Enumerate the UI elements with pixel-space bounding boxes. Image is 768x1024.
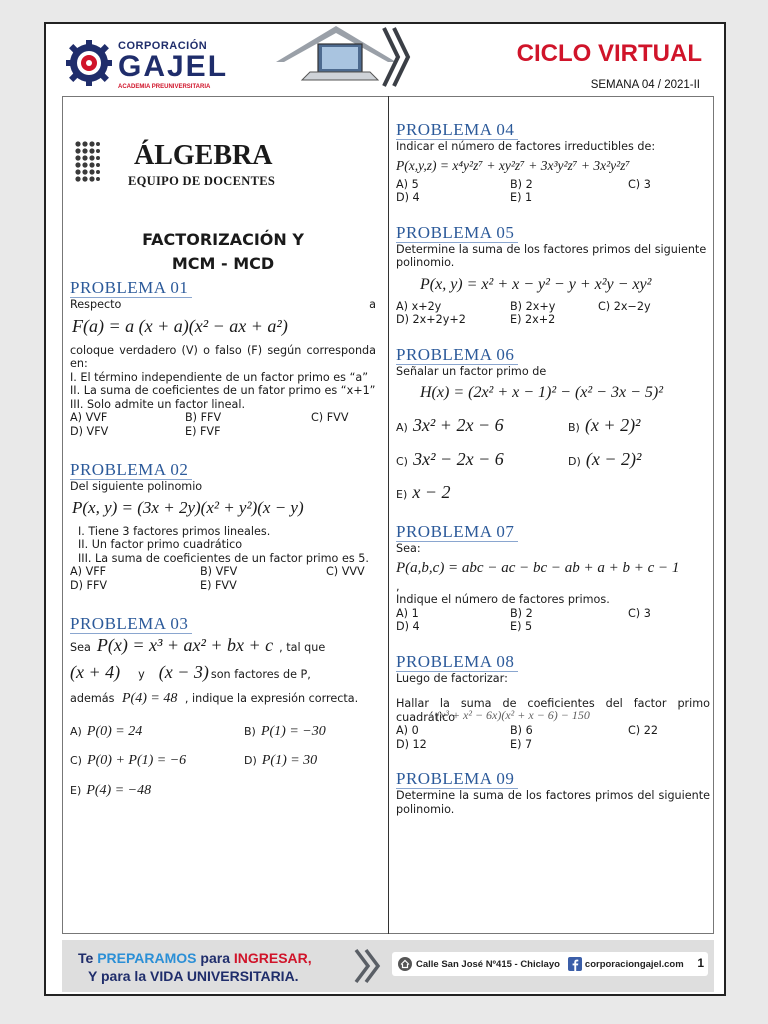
options-row-2 bbox=[70, 744, 376, 774]
option-label: E) bbox=[396, 488, 408, 501]
problem-formula: P(a,b,c) = abc − ac − bc − ab + a + b + c − 1 bbox=[396, 559, 680, 576]
option-d[interactable]: D) 2x+2y+2 bbox=[396, 313, 466, 326]
left-column bbox=[70, 98, 376, 804]
options-row-1 bbox=[396, 607, 710, 621]
option-b[interactable]: B) FFV bbox=[185, 411, 222, 424]
option-e[interactable]: E) FVV bbox=[200, 578, 237, 592]
option-expr: P(1) = 30 bbox=[261, 753, 318, 768]
problem-formula: P(x,y,z) = x⁴y²z⁷ + xy²z⁷ + 3x³y²z⁷ + 3x²y²z⁷ bbox=[396, 157, 631, 173]
problem-formula: P(x) = x³ + ax² + bx + c bbox=[96, 635, 274, 655]
option-expr: P(1) = −30 bbox=[260, 724, 326, 739]
statement-2: II. Un factor primo cuadrático bbox=[78, 538, 243, 551]
brand-logo bbox=[66, 36, 286, 94]
problem-07 bbox=[396, 522, 710, 634]
option-d[interactable] bbox=[244, 749, 317, 769]
option-b[interactable] bbox=[244, 720, 326, 740]
option-c[interactable]: C) 3 bbox=[628, 177, 651, 191]
overlapping-formula: (x³ + x² − 6x)(x² + x − 6) − 150 bbox=[436, 707, 590, 722]
ademas-text: además bbox=[70, 692, 115, 705]
statement-1: I. El término independiente de un factor primo es “a” bbox=[70, 370, 369, 384]
problem-intro bbox=[70, 298, 376, 312]
option-e[interactable] bbox=[70, 779, 151, 799]
sea-text: Sea bbox=[70, 641, 91, 654]
problem-text-2: Hallar la suma de coeficientes del factor primo cuadrático bbox=[396, 697, 710, 724]
option-a[interactable]: A) x+2y bbox=[396, 299, 442, 313]
problem-06 bbox=[396, 345, 710, 509]
address-text: Calle San José Nº415 - Chiclayo bbox=[416, 958, 560, 970]
factor-1: (x + 4) bbox=[70, 662, 121, 682]
son-text: son factores de P, bbox=[210, 668, 311, 681]
problem-text: coloque verdadero (V) o falso (F) según corresponda en: bbox=[70, 343, 376, 370]
problem-02 bbox=[70, 460, 376, 592]
option-c[interactable] bbox=[70, 749, 244, 769]
problem-title: PROBLEMA 01 bbox=[70, 279, 192, 298]
problem-title: PROBLEMA 02 bbox=[70, 461, 192, 480]
option-label: D) bbox=[568, 455, 581, 468]
social-link[interactable]: corporaciongajel.com bbox=[584, 958, 684, 970]
option-expr: P(0) = 24 bbox=[86, 724, 143, 739]
option-c[interactable]: C) FVV bbox=[311, 411, 349, 424]
option-expr: (x − 2)² bbox=[585, 449, 642, 469]
problem-05 bbox=[396, 223, 710, 327]
topic-line-2: MCM - MCD bbox=[171, 254, 275, 273]
option-e[interactable]: E) 7 bbox=[510, 737, 533, 751]
options-row-1 bbox=[396, 408, 710, 442]
options-row-2 bbox=[396, 442, 710, 476]
option-e[interactable] bbox=[396, 481, 450, 503]
option-expr: 3x² − 2x − 6 bbox=[413, 449, 504, 469]
slogan-ingresar: INGRESAR, bbox=[233, 950, 312, 966]
options-row-1 bbox=[396, 178, 710, 192]
options-row-2 bbox=[396, 620, 710, 634]
cycle-title: CICLO VIRTUAL bbox=[516, 40, 702, 67]
problem-title: PROBLEMA 07 bbox=[396, 523, 518, 542]
problem-08 bbox=[396, 652, 710, 752]
right-column bbox=[396, 98, 710, 816]
problem-text-1: Luego de factorizar: bbox=[396, 671, 508, 685]
intro-tail: a bbox=[369, 298, 376, 311]
home-icon bbox=[398, 957, 412, 971]
contact-bar bbox=[392, 952, 708, 976]
problem-text: Indicar el número de factores irreductibles de: bbox=[396, 140, 656, 153]
option-label: A) bbox=[70, 725, 82, 738]
intro-text: Respecto bbox=[70, 298, 122, 311]
problem-formula: P(x, y) = (3x + 2y)(x² + y²)(x − y) bbox=[72, 497, 304, 517]
option-c[interactable]: C) 22 bbox=[628, 724, 658, 737]
sea-text: Sea: bbox=[396, 542, 421, 555]
indique-text: , indique la expresión correcta. bbox=[184, 692, 359, 705]
problem-formula: H(x) = (2x² + x − 1)² − (x² − 3x − 5)² bbox=[420, 384, 663, 401]
statement-1: I. Tiene 3 factores primos lineales. bbox=[78, 524, 271, 538]
option-e[interactable]: E) 5 bbox=[510, 620, 533, 633]
gear-icon bbox=[66, 40, 112, 86]
options-row-1 bbox=[396, 300, 710, 314]
option-label: E) bbox=[70, 784, 82, 797]
option-expr: x − 2 bbox=[412, 482, 451, 502]
option-label: C) bbox=[70, 754, 82, 767]
option-b[interactable]: B) 2 bbox=[510, 606, 533, 620]
option-d[interactable] bbox=[568, 448, 641, 470]
option-a[interactable]: A) VVF bbox=[70, 411, 108, 424]
options-row-2 bbox=[396, 313, 710, 327]
option-b[interactable]: B) 6 bbox=[510, 724, 533, 737]
dots-grid-icon bbox=[74, 140, 100, 186]
problem-statement-line-2 bbox=[70, 661, 376, 688]
problem-03 bbox=[70, 614, 376, 804]
problem-title: PROBLEMA 04 bbox=[396, 121, 518, 140]
option-a[interactable]: A) 0 bbox=[396, 724, 419, 737]
problem-text: Determine la suma de los factores primos del siguiente polinomio. bbox=[396, 789, 710, 816]
option-label: B) bbox=[568, 421, 580, 434]
tal-que-text: , tal que bbox=[279, 641, 326, 654]
problem-statement-line-1 bbox=[70, 634, 376, 661]
option-a[interactable] bbox=[396, 414, 568, 436]
options-row-3 bbox=[70, 774, 376, 804]
option-expr: 3x² + 2x − 6 bbox=[412, 415, 504, 435]
option-expr: P(4) = −48 bbox=[86, 783, 152, 798]
topic-line-1: FACTORIZACIÓN Y bbox=[142, 230, 304, 249]
options-row-3 bbox=[396, 476, 710, 508]
option-d[interactable]: D) 12 bbox=[396, 737, 427, 751]
option-e[interactable]: E) 1 bbox=[510, 191, 533, 204]
options-row-1 bbox=[70, 565, 376, 579]
option-a[interactable] bbox=[70, 720, 244, 740]
page-number: 1 bbox=[697, 956, 704, 970]
slogan-preparamos: PREPARAMOS bbox=[97, 950, 197, 966]
corp-label: CORPORACIÓN bbox=[118, 40, 208, 52]
problem-intro: Del siguiente polinomio bbox=[70, 480, 203, 493]
option-a[interactable]: A) 1 bbox=[396, 606, 419, 620]
option-expr: P(0) + P(1) = −6 bbox=[87, 753, 187, 768]
options-row-1 bbox=[70, 411, 376, 425]
problem-title: PROBLEMA 05 bbox=[396, 224, 518, 243]
y-text: y bbox=[138, 668, 145, 681]
options-row-2 bbox=[70, 579, 376, 593]
slogan-para: para bbox=[196, 950, 234, 966]
option-c[interactable]: C) 3 bbox=[628, 606, 651, 620]
option-b[interactable]: B) VFV bbox=[200, 565, 238, 578]
brand-name: GAJEL bbox=[118, 50, 229, 83]
subject-team: EQUIPO DE DOCENTES bbox=[128, 174, 276, 188]
subject-header bbox=[70, 98, 376, 278]
options-row-2 bbox=[396, 738, 710, 752]
option-label: C) bbox=[396, 455, 408, 468]
option-a[interactable]: A) VFF bbox=[70, 565, 107, 578]
factor-2: (x − 3) bbox=[158, 662, 209, 682]
worksheet-page bbox=[44, 22, 726, 996]
problem-text: Señalar un factor primo de bbox=[396, 364, 547, 378]
options-row-2 bbox=[396, 191, 710, 205]
subject-title: ÁLGEBRA bbox=[134, 140, 273, 171]
laptop-house-icon bbox=[266, 24, 416, 90]
statement-3: III. Solo admite un factor lineal. bbox=[70, 397, 246, 411]
problem-title: PROBLEMA 06 bbox=[396, 346, 518, 365]
option-e[interactable]: E) 2x+2 bbox=[510, 313, 556, 326]
statement-2: II. La suma de coeficientes de un fator primo es “x+1” bbox=[70, 384, 376, 397]
statement-3: III. La suma de coeficientes de un factor primo es 5. bbox=[78, 551, 369, 565]
topic-title bbox=[70, 228, 376, 276]
problem-09 bbox=[396, 769, 710, 816]
option-label: D) bbox=[244, 754, 257, 767]
problem-title: PROBLEMA 08 bbox=[396, 653, 518, 672]
option-c[interactable]: C) VVV bbox=[326, 565, 365, 578]
option-b[interactable]: B) 2 bbox=[510, 177, 533, 191]
problem-04 bbox=[396, 120, 710, 205]
comma-text: , bbox=[396, 579, 400, 593]
problem-title: PROBLEMA 09 bbox=[396, 770, 518, 789]
option-e[interactable]: E) FVF bbox=[185, 424, 221, 438]
slogan-line-1 bbox=[78, 950, 312, 966]
option-label: B) bbox=[244, 725, 256, 738]
column-divider bbox=[388, 96, 389, 934]
options-row-1 bbox=[396, 724, 710, 738]
options-row-2 bbox=[70, 425, 376, 439]
footer-bar bbox=[62, 940, 714, 992]
option-d[interactable]: D) 4 bbox=[396, 191, 420, 204]
slogan-te: Te bbox=[78, 950, 98, 966]
problem-formula: P(x, y) = x² + x − y² − y + x²y − xy² bbox=[420, 275, 652, 293]
problem-text: Indique el número de factores primos. bbox=[396, 593, 610, 606]
academy-label: ACADEMIA PREUNIVERSITARIA bbox=[118, 84, 211, 90]
problem-statement-line-3 bbox=[70, 688, 376, 710]
option-label: A) bbox=[396, 421, 408, 434]
option-d[interactable]: D) FFV bbox=[70, 578, 108, 592]
option-b[interactable]: B) 2x+y bbox=[510, 299, 556, 313]
option-b[interactable] bbox=[568, 414, 640, 436]
option-expr: (x + 2)² bbox=[584, 415, 641, 435]
problem-01 bbox=[70, 278, 376, 438]
option-d[interactable]: D) VFV bbox=[70, 424, 109, 438]
problem-text: Determine la suma de los factores primos del siguiente polinomio. bbox=[396, 242, 707, 269]
week-label: SEMANA 04 / 2021-II bbox=[590, 79, 700, 91]
option-a[interactable]: A) 5 bbox=[396, 177, 419, 191]
option-d[interactable]: D) 4 bbox=[396, 620, 420, 633]
options-row-1 bbox=[70, 716, 376, 744]
facebook-icon bbox=[568, 957, 582, 971]
problem-title: PROBLEMA 03 bbox=[70, 615, 192, 634]
slogan-line-2: Y para la VIDA UNIVERSITARIA. bbox=[88, 968, 299, 984]
chevron-right-icon bbox=[352, 948, 382, 984]
option-c[interactable]: C) 2x−2y bbox=[598, 299, 651, 313]
option-c[interactable] bbox=[396, 448, 568, 470]
problem-formula: F(a) = a (x + a)(x² − ax + a²) bbox=[72, 315, 288, 336]
condition: P(4) = 48 bbox=[122, 691, 178, 706]
